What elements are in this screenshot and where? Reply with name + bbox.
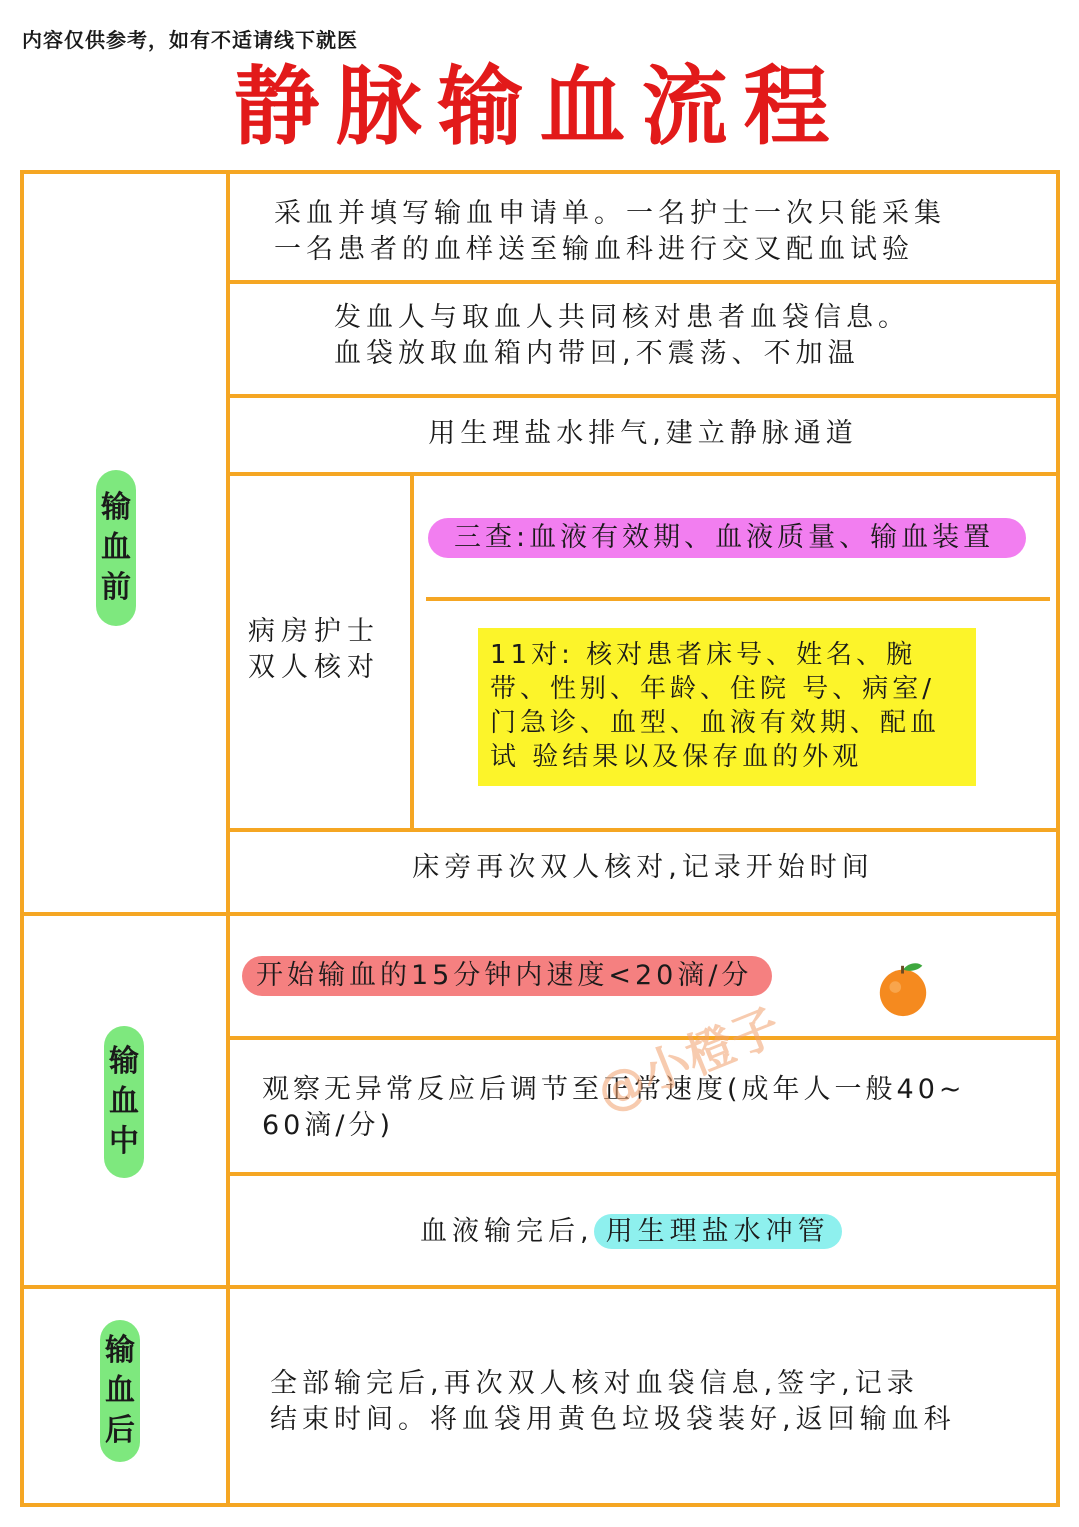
during-step-1-pill: 开始输血的15分钟内速度<20滴/分 [242,956,772,996]
eleven-checks-box: 11对: 核对患者床号、姓名、腕 带、性别、年龄、住院 号、病室/ 门急诊、血型、血液有效期、配血 试 验结果以及保存血的外观 [478,628,976,786]
disclaimer-text: 内容仅供参考，如有不适请线下就医 [22,28,358,52]
watermark: @小橙子 [589,998,789,1123]
phase-after-pill: 输 血 后 [100,1320,140,1462]
during-step-3 [420,1212,842,1252]
after-step: 全部输完后,再次双人核对血袋信息,签字,记录 结束时间。将血袋用黄色垃圾袋装好,返回输血科 [270,1368,956,1435]
orange-icon [874,960,932,1018]
during-step-2: 观察无异常反应后调节至正常速度(成年人一般40~ 60滴/分) [262,1074,966,1141]
page-title: 静脉输血流程 [233,57,846,157]
phase-during-pill: 输 血 中 [104,1026,144,1178]
during-step-3-highlight: 用生理盐水冲管 [594,1214,842,1249]
three-checks-pill: 三查:血液有效期、血液质量、输血装置 [428,518,1026,558]
ward-check-label: 病房护士 双人核对 [248,616,380,683]
before-step-3: 用生理盐水排气,建立静脉通道 [428,418,858,449]
phase-before-pill: 输 血 前 [96,470,136,626]
during-step-3-prefix: 血液输完后, [420,1216,594,1247]
before-step-2: 发血人与取血人共同核对患者血袋信息。 血袋放取血箱内带回,不震荡、不加温 [334,302,910,369]
before-step-5: 床旁再次双人核对,记录开始时间 [412,852,874,883]
before-step-1: 采血并填写输血申请单。一名护士一次只能采集 一名患者的血样送至输血科进行交叉配血试验 [274,198,946,265]
